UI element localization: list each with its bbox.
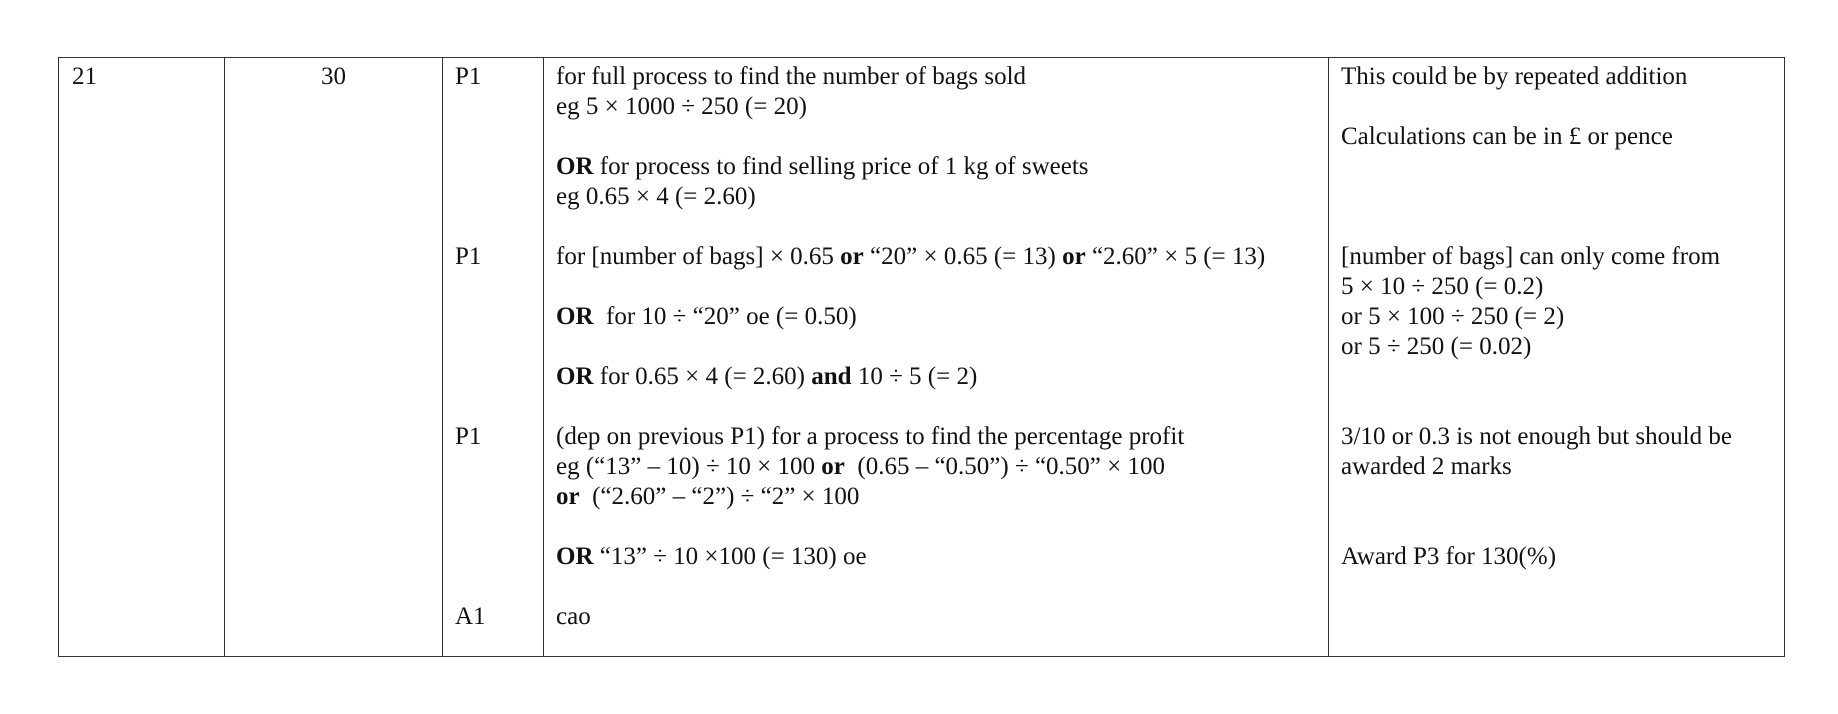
answer-value: 30	[321, 63, 346, 90]
or-keyword: OR	[556, 363, 594, 390]
note	[1341, 422, 1732, 482]
mark-column	[442, 58, 543, 656]
method-text: for 0.65 × 4 (= 2.60)	[599, 363, 805, 390]
method-text: for process to find selling price of 1 kg of sweets	[599, 153, 1089, 180]
accuracy-mark-text: cao	[556, 603, 591, 630]
or-keyword: or	[1062, 243, 1086, 270]
method-step-3-alternative	[556, 542, 867, 572]
method-text: eg (“13” – 10) ÷ 10 × 100	[556, 453, 816, 480]
notes-column	[1328, 58, 1784, 656]
note-text: [number of bags] can only come from	[1341, 243, 1721, 270]
or-keyword: or	[556, 483, 580, 510]
question-number: 21	[72, 63, 97, 90]
method-step-1-alternative	[556, 152, 1089, 212]
method-step-1	[556, 62, 1026, 122]
mark-code: P1	[455, 423, 482, 450]
or-keyword: OR	[556, 543, 594, 570]
and-keyword: and	[811, 363, 852, 390]
method-step-2-alternative-a	[556, 302, 857, 332]
method-step-3	[556, 422, 1184, 512]
mark-code: P1	[455, 243, 482, 270]
method-text: for full process to find the number of bags sold	[556, 63, 1027, 90]
mark-scheme-table	[58, 57, 1785, 657]
method-text: for [number of bags] × 0.65	[556, 243, 834, 270]
method-step-2-alternative-b	[556, 362, 977, 392]
method-text: (dep on previous P1) for a process to find the percentage profit	[556, 423, 1185, 450]
method-text: (0.65 – “0.50”) ÷ “0.50” × 100	[857, 453, 1165, 480]
question-number-column	[59, 58, 224, 656]
note-text: or 5 ÷ 250 (= 0.02)	[1341, 333, 1532, 360]
note-text: 5 × 10 ÷ 250 (= 0.2)	[1341, 273, 1544, 300]
note-text: awarded 2 marks	[1341, 453, 1512, 480]
mark-code: P1	[455, 63, 482, 90]
answer-column	[224, 58, 442, 656]
method-text: eg 0.65 × 4 (= 2.60)	[556, 183, 756, 210]
note-text: 3/10 or 0.3 is not enough but should be	[1341, 423, 1732, 450]
note	[1341, 242, 1720, 362]
note-text: or 5 × 100 ÷ 250 (= 2)	[1341, 303, 1565, 330]
method-text: “13” ÷ 10 ×100 (= 130) oe	[599, 543, 867, 570]
method-text: eg 5 × 1000 ÷ 250 (= 20)	[556, 93, 807, 120]
note: Award P3 for 130(%)	[1341, 543, 1557, 570]
or-keyword: OR	[556, 153, 594, 180]
method-text: “20” × 0.65 (= 13)	[870, 243, 1056, 270]
mark-code: A1	[455, 603, 486, 630]
or-keyword: OR	[556, 303, 594, 330]
method-step-2	[556, 242, 1265, 272]
method-text: (“2.60” – “2”) ÷ “2” × 100	[592, 483, 860, 510]
method-text: “2.60” × 5 (= 13)	[1091, 243, 1266, 270]
note: Calculations can be in £ or pence	[1341, 123, 1673, 150]
or-keyword: or	[840, 243, 864, 270]
method-text: for 10 ÷ “20” oe (= 0.50)	[606, 303, 857, 330]
working-column	[543, 58, 1328, 656]
or-keyword: or	[821, 453, 845, 480]
method-text: 10 ÷ 5 (= 2)	[857, 363, 978, 390]
note: This could be by repeated addition	[1341, 63, 1688, 90]
